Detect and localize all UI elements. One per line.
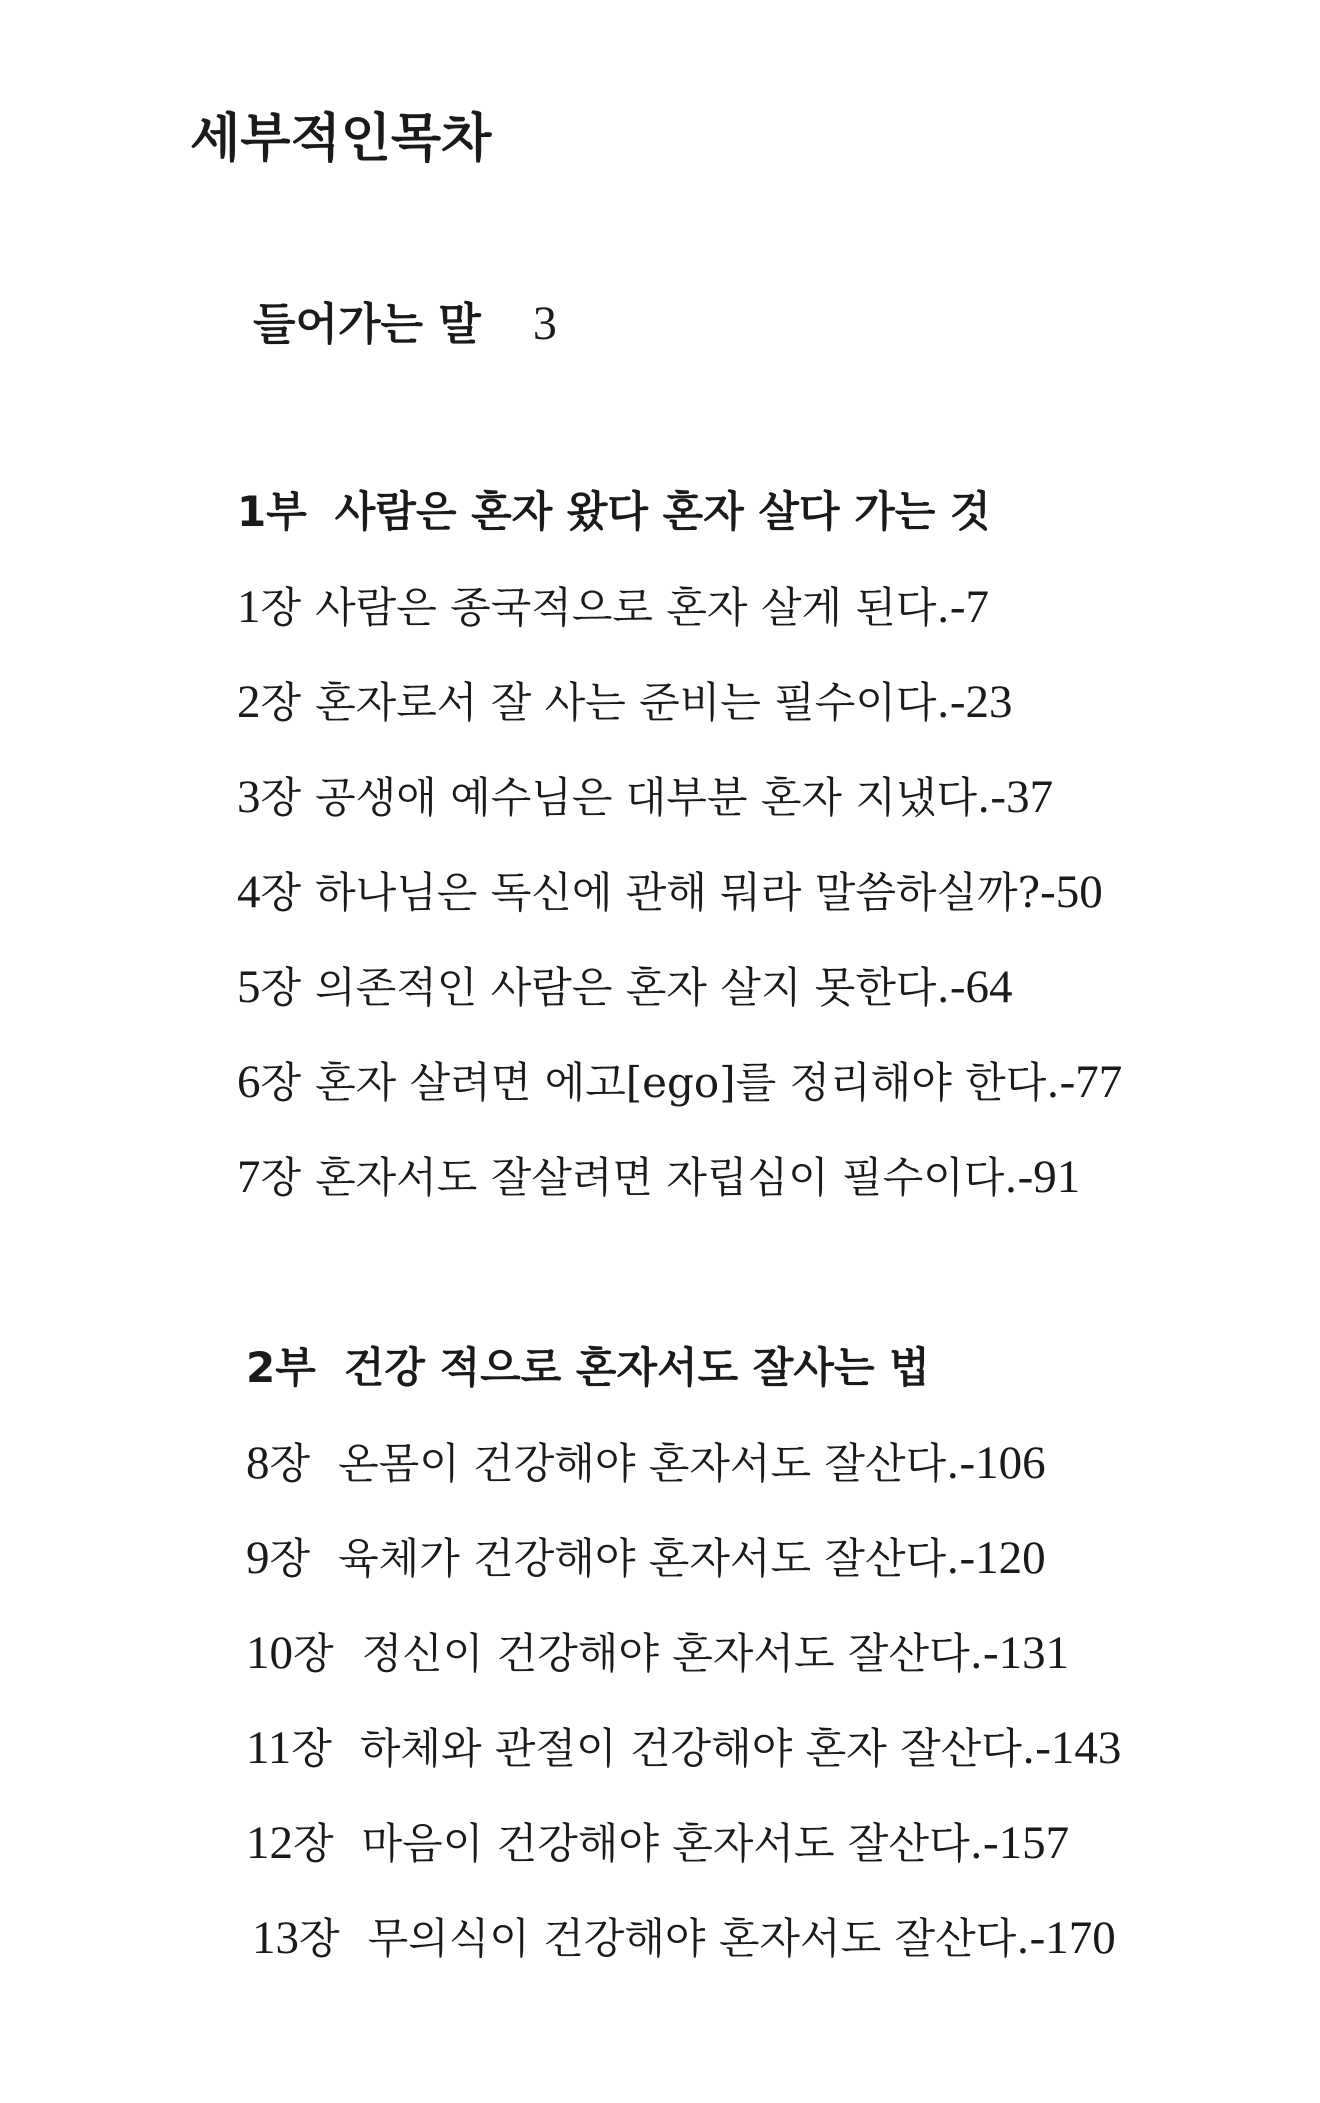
part-title: 건강 적으로 혼자서도 잘사는 법 xyxy=(343,1343,930,1392)
chapter-page: -77 xyxy=(1059,1056,1123,1108)
chapter-page: -120 xyxy=(959,1532,1046,1584)
toc-chapter-1 xyxy=(237,577,989,638)
chapter-page: -91 xyxy=(1017,1151,1081,1203)
chapter-title: 온몸이 건강해야 혼자서도 잘산다. xyxy=(338,1439,960,1488)
chapter-number: 13장 xyxy=(252,1912,340,1964)
chapter-number: 9장 xyxy=(246,1532,311,1584)
chapter-title: 의존적인 사람은 혼자 살지 못한다. xyxy=(315,963,950,1012)
chapter-title: 하체와 관절이 건강해야 혼자 잘산다. xyxy=(359,1724,1036,1773)
chapter-number: 4장 xyxy=(237,866,302,918)
chapter-title: 사람은 종국적으로 혼자 살게 된다. xyxy=(315,583,950,632)
chapter-page: -7 xyxy=(949,581,989,633)
chapter-number: 10장 xyxy=(246,1627,334,1679)
chapter-number: 1장 xyxy=(237,581,302,633)
toc-chapter-7 xyxy=(237,1147,1080,1208)
chapter-page: -143 xyxy=(1035,1722,1122,1774)
part-number: 2부 xyxy=(246,1343,316,1392)
chapter-title: 하나님은 독신에 관해 뭐라 말씀하실까? xyxy=(315,868,1041,917)
chapter-number: 8장 xyxy=(246,1437,311,1489)
intro-label: 들어가는 말 xyxy=(253,299,481,350)
chapter-title: 육체가 건강해야 혼자서도 잘산다. xyxy=(338,1534,960,1583)
chapter-number: 3장 xyxy=(237,771,302,823)
toc-intro-entry xyxy=(253,294,557,355)
chapter-page: -64 xyxy=(949,961,1013,1013)
chapter-page: -106 xyxy=(959,1437,1046,1489)
toc-chapter-10 xyxy=(246,1623,1069,1684)
chapter-title: 정신이 건강해야 혼자서도 잘산다. xyxy=(361,1629,983,1678)
chapter-number: 2장 xyxy=(237,676,302,728)
toc-chapter-5 xyxy=(237,957,1013,1018)
part-heading-1 xyxy=(237,482,991,542)
chapter-page: -131 xyxy=(983,1627,1070,1679)
chapter-page: -50 xyxy=(1040,866,1103,918)
page-title: 세부적인목차 xyxy=(190,109,492,169)
chapter-number: 11장 xyxy=(246,1722,332,1774)
chapter-number: 6장 xyxy=(237,1056,302,1108)
part-heading-2 xyxy=(246,1338,930,1398)
chapter-title: 혼자 살려면 에고[ego]를 정리해야 한다. xyxy=(315,1058,1060,1107)
toc-chapter-2 xyxy=(237,672,1013,733)
part-number: 1부 xyxy=(237,487,307,536)
toc-chapter-4 xyxy=(237,862,1103,923)
chapter-title: 무의식이 건강해야 혼자서도 잘산다. xyxy=(367,1914,1030,1963)
toc-chapter-8 xyxy=(246,1433,1046,1494)
chapter-title: 마음이 건강해야 혼자서도 잘산다. xyxy=(361,1819,983,1868)
chapter-page: -170 xyxy=(1029,1912,1116,1964)
toc-chapter-9 xyxy=(246,1528,1046,1589)
toc-chapter-11 xyxy=(246,1718,1121,1779)
chapter-page: -37 xyxy=(990,771,1054,823)
chapter-number: 5장 xyxy=(237,961,302,1013)
chapter-page: -23 xyxy=(949,676,1013,728)
toc-chapter-6 xyxy=(237,1052,1122,1113)
chapter-page: -157 xyxy=(983,1817,1070,1869)
intro-page-number: 3 xyxy=(532,297,557,350)
chapter-title: 혼자로서 잘 사는 준비는 필수이다. xyxy=(315,678,950,727)
chapter-number: 7장 xyxy=(237,1151,302,1203)
toc-chapter-3 xyxy=(237,767,1053,828)
chapter-title: 공생애 예수님은 대부분 혼자 지냈다. xyxy=(315,773,991,822)
toc-chapter-13 xyxy=(252,1908,1116,1969)
chapter-number: 12장 xyxy=(246,1817,334,1869)
chapter-title: 혼자서도 잘살려면 자립심이 필수이다. xyxy=(315,1153,1018,1202)
part-title: 사람은 혼자 왔다 혼자 살다 가는 것 xyxy=(334,487,991,536)
toc-chapter-12 xyxy=(246,1813,1069,1874)
